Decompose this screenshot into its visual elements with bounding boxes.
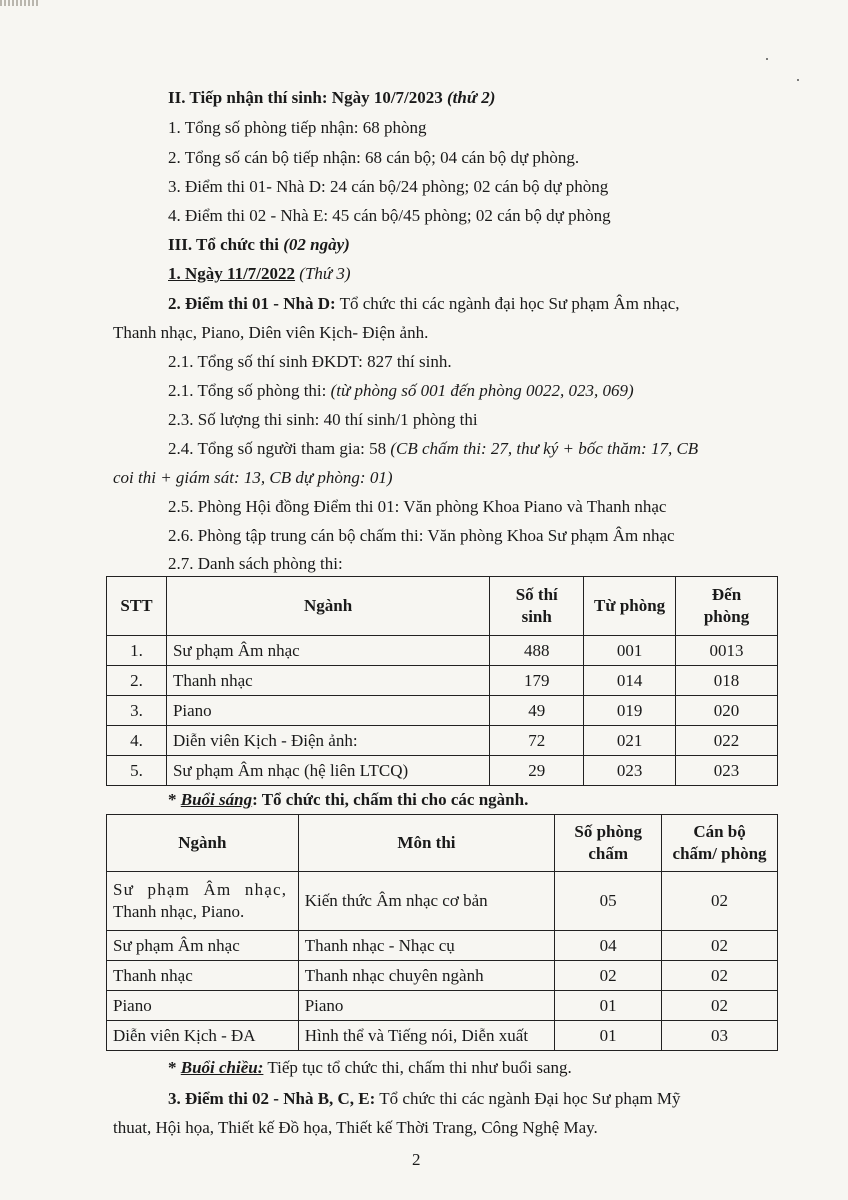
- header-tu-phong: Từ phòng: [584, 577, 676, 636]
- cell-mon-thi: Hình thể và Tiếng nói, Diễn xuất: [298, 1021, 555, 1051]
- afternoon-star: *: [168, 1058, 177, 1077]
- section-3-note: (02 ngày): [283, 235, 350, 254]
- cell-den-phong: 0013: [676, 636, 778, 666]
- cell-den-phong: 022: [676, 726, 778, 756]
- scan-speck: [797, 79, 799, 81]
- cell-so-thi-sinh: 72: [490, 726, 584, 756]
- header-mon-thi: Môn thi: [298, 815, 555, 872]
- item-2-7: 2.7. Danh sách phòng thi:: [168, 554, 343, 573]
- item-2-4: [168, 438, 698, 460]
- table-row: [107, 666, 778, 696]
- exam-room-table: [106, 576, 778, 786]
- header-nganh: Ngành: [107, 815, 299, 872]
- table-row: [107, 991, 778, 1021]
- section-2-item: 4. Điểm thi 02 - Nhà E: 45 cán bộ/45 phòng; 02 cán bộ dự phòng: [168, 206, 611, 225]
- site-1-text-cont: Thanh nhạc, Piano, Diên viên Kịch- Điện ảnh.: [113, 323, 429, 342]
- morning-label: Buổi sáng: [180, 790, 253, 809]
- cell-mon-thi: Thanh nhạc - Nhạc cụ: [298, 931, 555, 961]
- cell-tu-phong: 021: [584, 726, 676, 756]
- cell-stt: 1.: [107, 636, 167, 666]
- afternoon-line: [168, 1057, 572, 1079]
- table-row: [107, 872, 778, 931]
- cell-nganh: Sư phạm Âm nhạc, Thanh nhạc, Piano.: [107, 872, 299, 931]
- table-row: [107, 636, 778, 666]
- cell-stt: 5.: [107, 756, 167, 786]
- cell-stt: 4.: [107, 726, 167, 756]
- cell-tu-phong: 014: [584, 666, 676, 696]
- cell-can-bo: 03: [662, 1021, 778, 1051]
- grading-table: [106, 814, 778, 1051]
- header-den-phong: Đến phòng: [676, 577, 778, 636]
- day-1-label: 1. Ngày 11/7/2022: [168, 264, 296, 283]
- item-2-1b-note: (từ phòng số 001 đến phòng 0022, 023, 069): [330, 381, 634, 400]
- morning-text: : Tổ chức thi, chấm thi cho các ngành.: [252, 790, 529, 809]
- header-so-thi-sinh: Số thí sinh: [490, 577, 584, 636]
- cell-so-phong: 01: [555, 1021, 662, 1051]
- table-header-row: [107, 815, 778, 872]
- cell-nganh: Diễn viên Kịch - Điện ảnh:: [166, 726, 489, 756]
- cell-can-bo: 02: [662, 991, 778, 1021]
- site-1-paragraph: [168, 293, 680, 315]
- section-2-heading: [168, 87, 495, 109]
- cell-so-thi-sinh: 488: [490, 636, 584, 666]
- day-1-note: (Thứ 3): [299, 264, 351, 283]
- section-3-title: III. Tổ chức thi: [168, 235, 279, 254]
- cell-mon-thi: Thanh nhạc chuyên ngành: [298, 961, 555, 991]
- scan-edge-mark: [0, 0, 40, 6]
- site-2-paragraph: [168, 1088, 680, 1110]
- site-2-text-cont: thuat, Hội họa, Thiết kế Đồ họa, Thiết kế Thời Trang, Công Nghệ May.: [113, 1118, 598, 1137]
- header-so-phong-cham: Số phòng chấm: [555, 815, 662, 872]
- item-2-1b-text: 2.1. Tổng số phòng thi:: [168, 381, 327, 400]
- scan-speck: [766, 58, 768, 60]
- item-2-4-note-cont: coi thi + giám sát: 13, CB dự phòng: 01): [113, 468, 393, 487]
- item-2-1: 2.1. Tổng số thí sinh ĐKDT: 827 thí sinh.: [168, 352, 452, 371]
- cell-den-phong: 023: [676, 756, 778, 786]
- cell-tu-phong: 023: [584, 756, 676, 786]
- cell-can-bo: 02: [662, 931, 778, 961]
- table-row: [107, 756, 778, 786]
- morning-heading: [168, 789, 528, 811]
- cell-nganh: Thanh nhạc: [107, 961, 299, 991]
- section-2-title: II. Tiếp nhận thí sinh: Ngày 10/7/2023: [168, 88, 443, 107]
- cell-so-thi-sinh: 49: [490, 696, 584, 726]
- day-1-heading: [168, 263, 351, 285]
- cell-nganh: Sư phạm Âm nhạc: [166, 636, 489, 666]
- cell-can-bo: 02: [662, 961, 778, 991]
- table-row: [107, 931, 778, 961]
- item-2-4-text: 2.4. Tổng số người tham gia: 58: [168, 439, 387, 458]
- cell-tu-phong: 019: [584, 696, 676, 726]
- site-1-label: 2. Điểm thi 01 - Nhà D:: [168, 294, 336, 313]
- cell-so-thi-sinh: 29: [490, 756, 584, 786]
- section-2-note: (thứ 2): [447, 88, 496, 107]
- item-2-1b: [168, 380, 634, 402]
- header-nganh: Ngành: [166, 577, 489, 636]
- item-2-6: 2.6. Phòng tập trung cán bộ chấm thi: Văn phòng Khoa Sư phạm Âm nhạc: [168, 526, 675, 545]
- section-2-item: 2. Tổng số cán bộ tiếp nhận: 68 cán bộ; 04 cán bộ dự phòng.: [168, 148, 580, 167]
- site-1-text: Tổ chức thi các ngành đại học Sư phạm Âm nhạc,: [339, 294, 680, 313]
- cell-nganh: Diễn viên Kịch - ĐA: [107, 1021, 299, 1051]
- table-row: [107, 696, 778, 726]
- afternoon-text: Tiếp tục tổ chức thi, chấm thi như buổi sang.: [267, 1058, 572, 1077]
- table-row: [107, 726, 778, 756]
- cell-nganh: Thanh nhạc: [166, 666, 489, 696]
- item-2-3: 2.3. Số lượng thi sinh: 40 thí sinh/1 phòng thi: [168, 410, 478, 429]
- cell-so-phong: 04: [555, 931, 662, 961]
- morning-star: *: [168, 790, 177, 809]
- cell-nganh: Piano: [166, 696, 489, 726]
- afternoon-label: Buổi chiều:: [180, 1058, 264, 1077]
- cell-tu-phong: 001: [584, 636, 676, 666]
- cell-so-phong: 02: [555, 961, 662, 991]
- cell-so-thi-sinh: 179: [490, 666, 584, 696]
- section-2-item: 3. Điểm thi 01- Nhà D: 24 cán bộ/24 phòng; 02 cán bộ dự phòng: [168, 177, 609, 196]
- item-2-5: 2.5. Phòng Hội đồng Điểm thi 01: Văn phòng Khoa Piano và Thanh nhạc: [168, 497, 667, 516]
- cell-stt: 2.: [107, 666, 167, 696]
- cell-mon-thi: Kiến thức Âm nhạc cơ bản: [298, 872, 555, 931]
- cell-stt: 3.: [107, 696, 167, 726]
- page-number: 2: [412, 1150, 421, 1169]
- cell-den-phong: 020: [676, 696, 778, 726]
- cell-so-phong: 05: [555, 872, 662, 931]
- site-2-text: Tổ chức thi các ngành Đại học Sư phạm Mỹ: [379, 1089, 681, 1108]
- header-can-bo: Cán bộ chấm/ phòng: [662, 815, 778, 872]
- section-2-item: 1. Tổng số phòng tiếp nhận: 68 phòng: [168, 118, 427, 137]
- cell-nganh: Sư phạm Âm nhạc: [107, 931, 299, 961]
- item-2-4-note: (CB chấm thi: 27, thư ký + bốc thăm: 17, CB: [390, 439, 699, 458]
- cell-so-phong: 01: [555, 991, 662, 1021]
- cell-mon-thi: Piano: [298, 991, 555, 1021]
- cell-can-bo: 02: [662, 872, 778, 931]
- table-row: [107, 1021, 778, 1051]
- cell-nganh: Piano: [107, 991, 299, 1021]
- cell-nganh: Sư phạm Âm nhạc (hệ liên LTCQ): [166, 756, 489, 786]
- table-row: [107, 961, 778, 991]
- section-3-heading: [168, 234, 350, 256]
- header-stt: STT: [107, 577, 167, 636]
- table-header-row: [107, 577, 778, 636]
- cell-den-phong: 018: [676, 666, 778, 696]
- site-2-label: 3. Điểm thi 02 - Nhà B, C, E:: [168, 1089, 376, 1108]
